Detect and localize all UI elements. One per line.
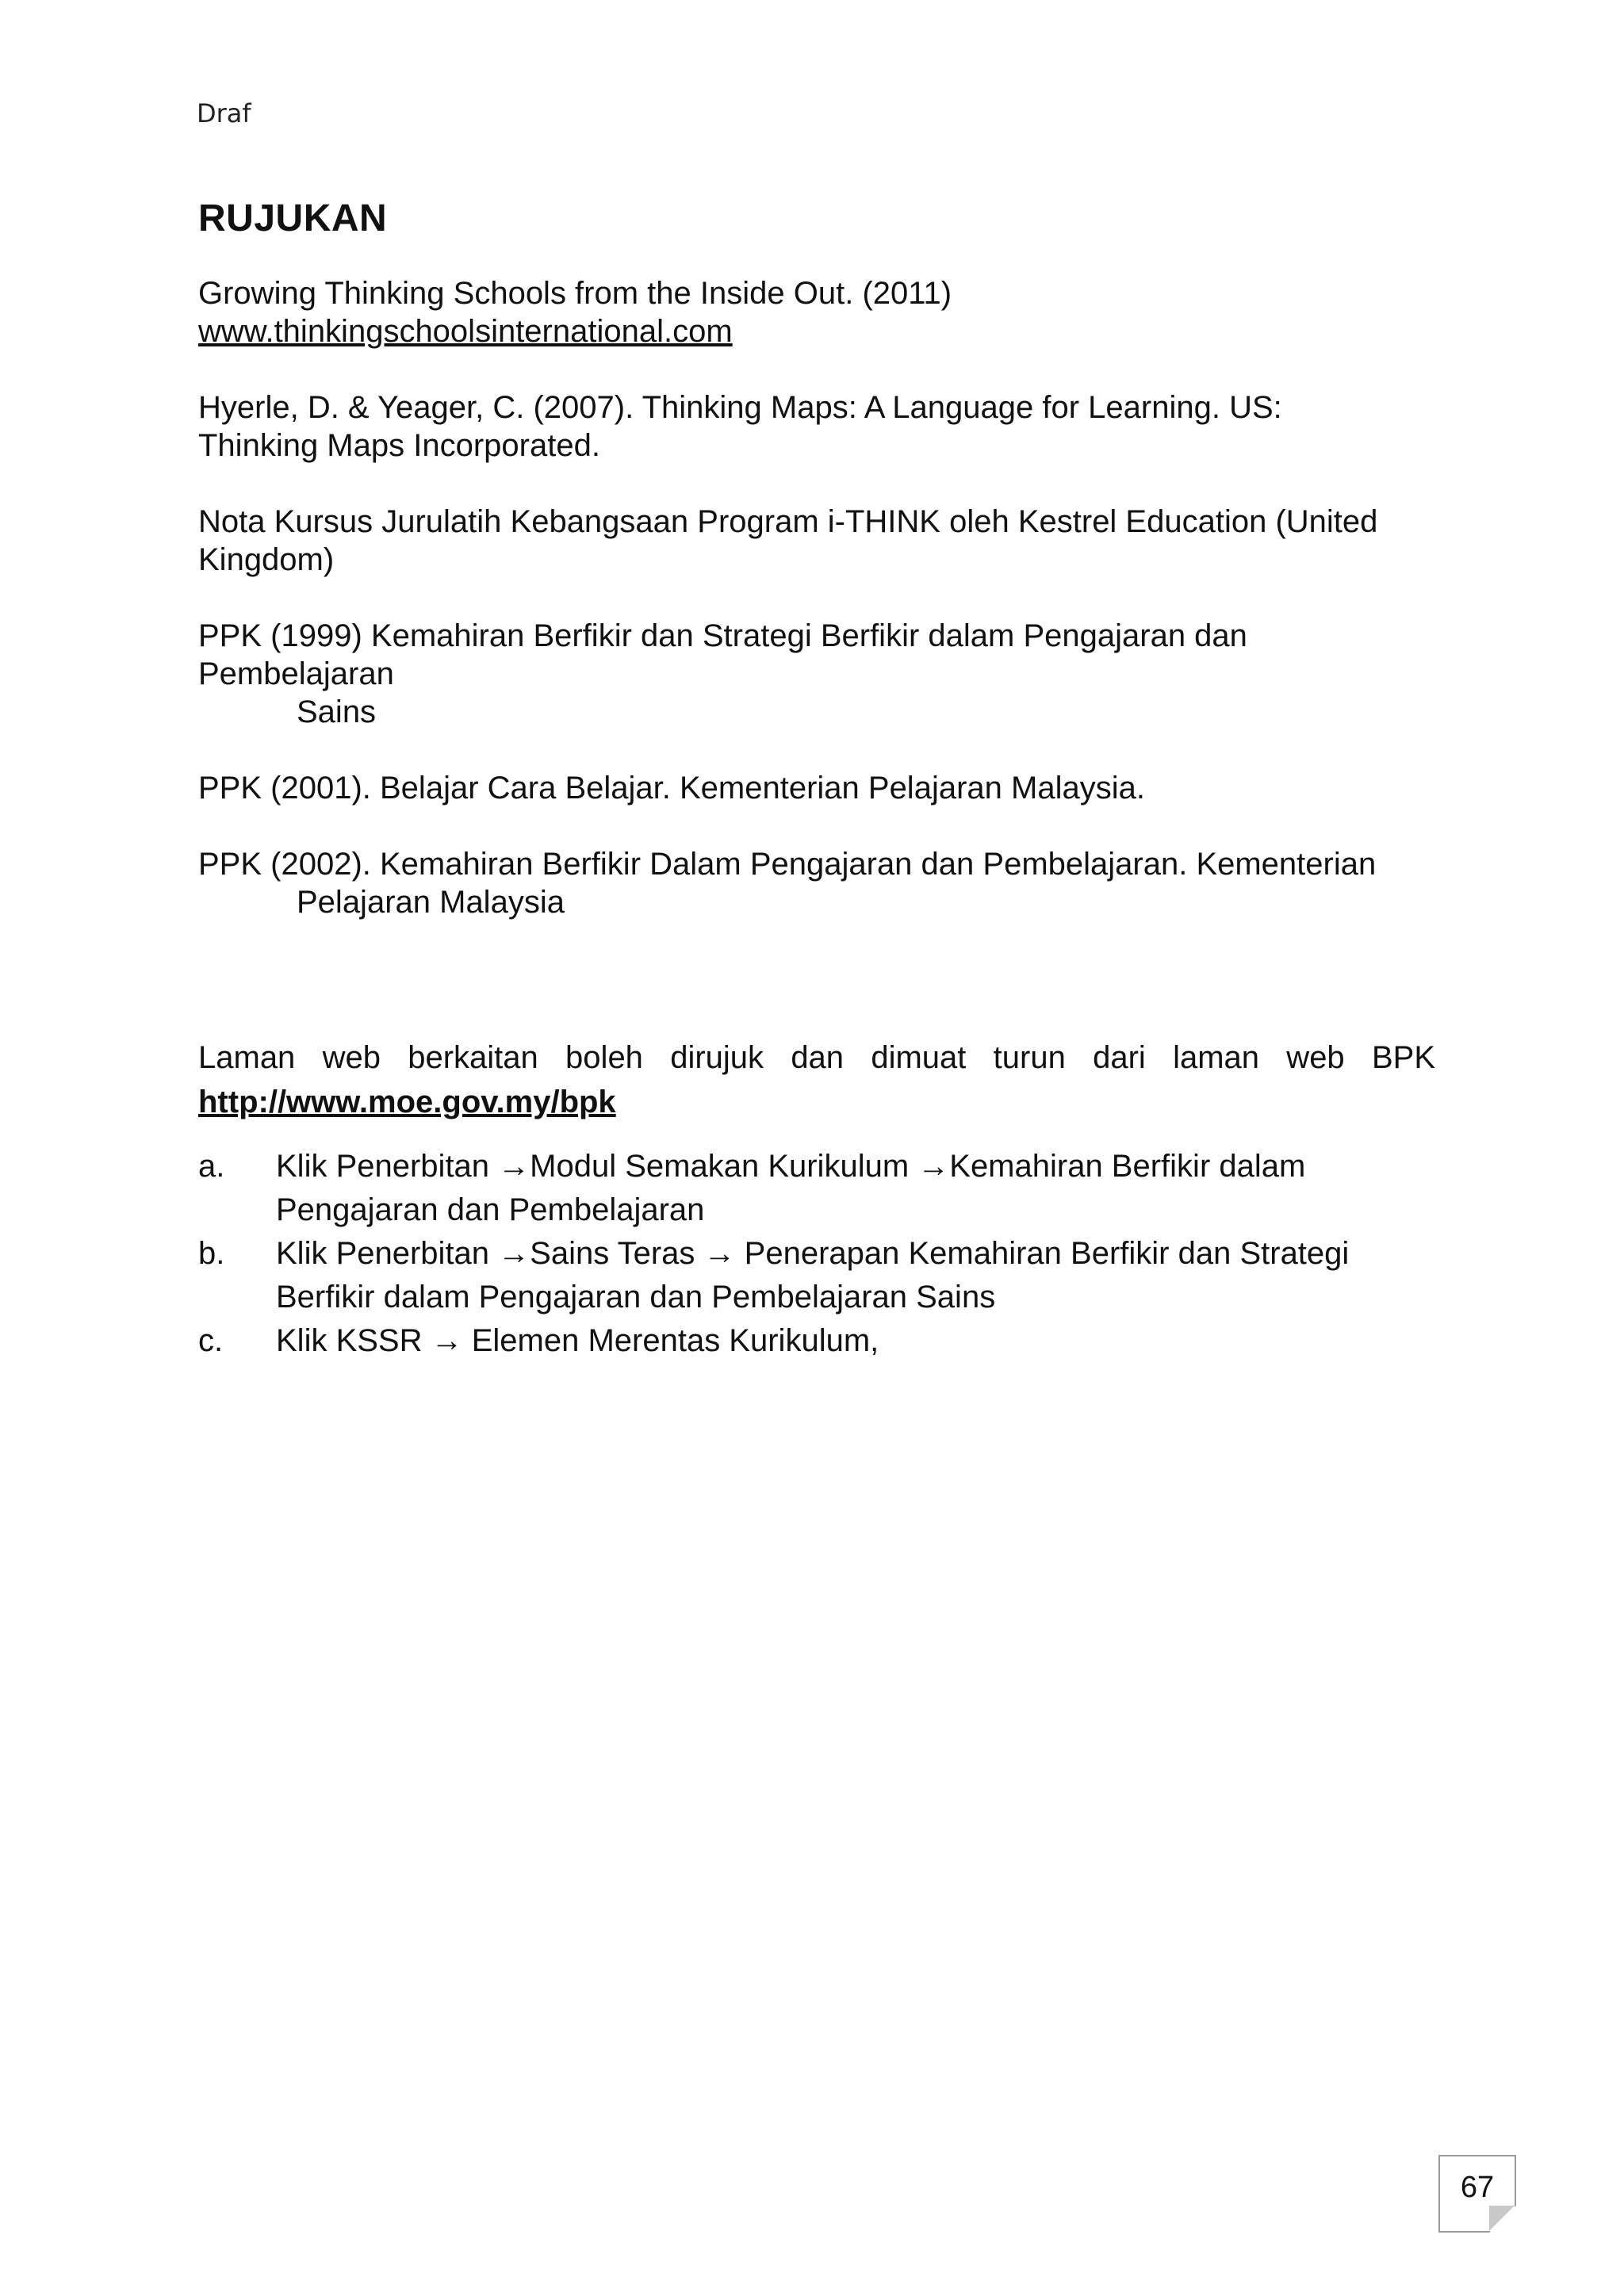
reference-text-indented: Pelajaran Malaysia [297, 885, 565, 920]
step-text: Pengajaran dan Pembelajaran [276, 1192, 705, 1227]
list-item [198, 1319, 1435, 1363]
reference-item [198, 388, 1435, 465]
bpk-website-link[interactable]: http://www.moe.gov.my/bpk [198, 1085, 616, 1119]
section-title: RUJUKAN [198, 197, 388, 239]
reference-item [198, 617, 1435, 731]
list-item [198, 1145, 1435, 1232]
list-marker: c. [198, 1323, 224, 1358]
reference-text-indented: Sains [297, 695, 377, 729]
page-curl-shadow [1489, 2206, 1515, 2231]
reference-list [198, 274, 1435, 959]
website-note [198, 1035, 1435, 1124]
reference-text: Thinking Maps Incorporated. [198, 428, 600, 463]
reference-text: Growing Thinking Schools from the Inside Out. (2011) [198, 276, 952, 311]
page-number: 67 [1460, 2171, 1495, 2204]
website-intro: Laman web berkaitan boleh dirujuk dan dimuat turun dari laman web BPK [198, 1040, 1435, 1075]
step-text: Berfikir dalam Pengajaran dan Pembelajaran Sains [276, 1280, 996, 1314]
reference-text: Hyerle, D. & Yeager, C. (2007). Thinking Maps: A Language for Learning. US: [198, 390, 1282, 425]
step-text: Klik Penerbitan →Sains Teras → Penerapan Kemahiran Berfikir dan Strategi [276, 1236, 1350, 1271]
page-number-box [1438, 2155, 1516, 2233]
reference-text: Kingdom) [198, 542, 335, 577]
reference-item [198, 503, 1435, 579]
reference-text: PPK (2002). Kemahiran Berfikir Dalam Pengajaran dan Pembelajaran. Kementerian [198, 847, 1377, 882]
step-text: Klik KSSR → Elemen Merentas Kurikulum, [276, 1323, 879, 1358]
reference-text: PPK (1999) Kemahiran Berfikir dan Strategi Berfikir dalam Pengajaran dan [198, 618, 1247, 653]
reference-text: Pembelajaran [198, 656, 394, 691]
list-marker: b. [198, 1236, 225, 1271]
step-text: Klik Penerbitan →Modul Semakan Kurikulum →Kemahiran Berfikir dalam [276, 1149, 1306, 1184]
list-marker: a. [198, 1149, 225, 1184]
reference-link[interactable]: www.thinkingschoolsinternational.com [198, 314, 733, 349]
reference-item [198, 845, 1435, 921]
reference-text: PPK (2001). Belajar Cara Belajar. Kementerian Pelajaran Malaysia. [198, 771, 1145, 806]
list-item [198, 1232, 1435, 1319]
reference-item [198, 769, 1435, 807]
draft-label: Draf [197, 98, 251, 128]
reference-item [198, 274, 1435, 350]
navigation-steps [198, 1145, 1435, 1363]
reference-text: Nota Kursus Jurulatih Kebangsaan Program i-THINK oleh Kestrel Education (United [198, 504, 1378, 539]
